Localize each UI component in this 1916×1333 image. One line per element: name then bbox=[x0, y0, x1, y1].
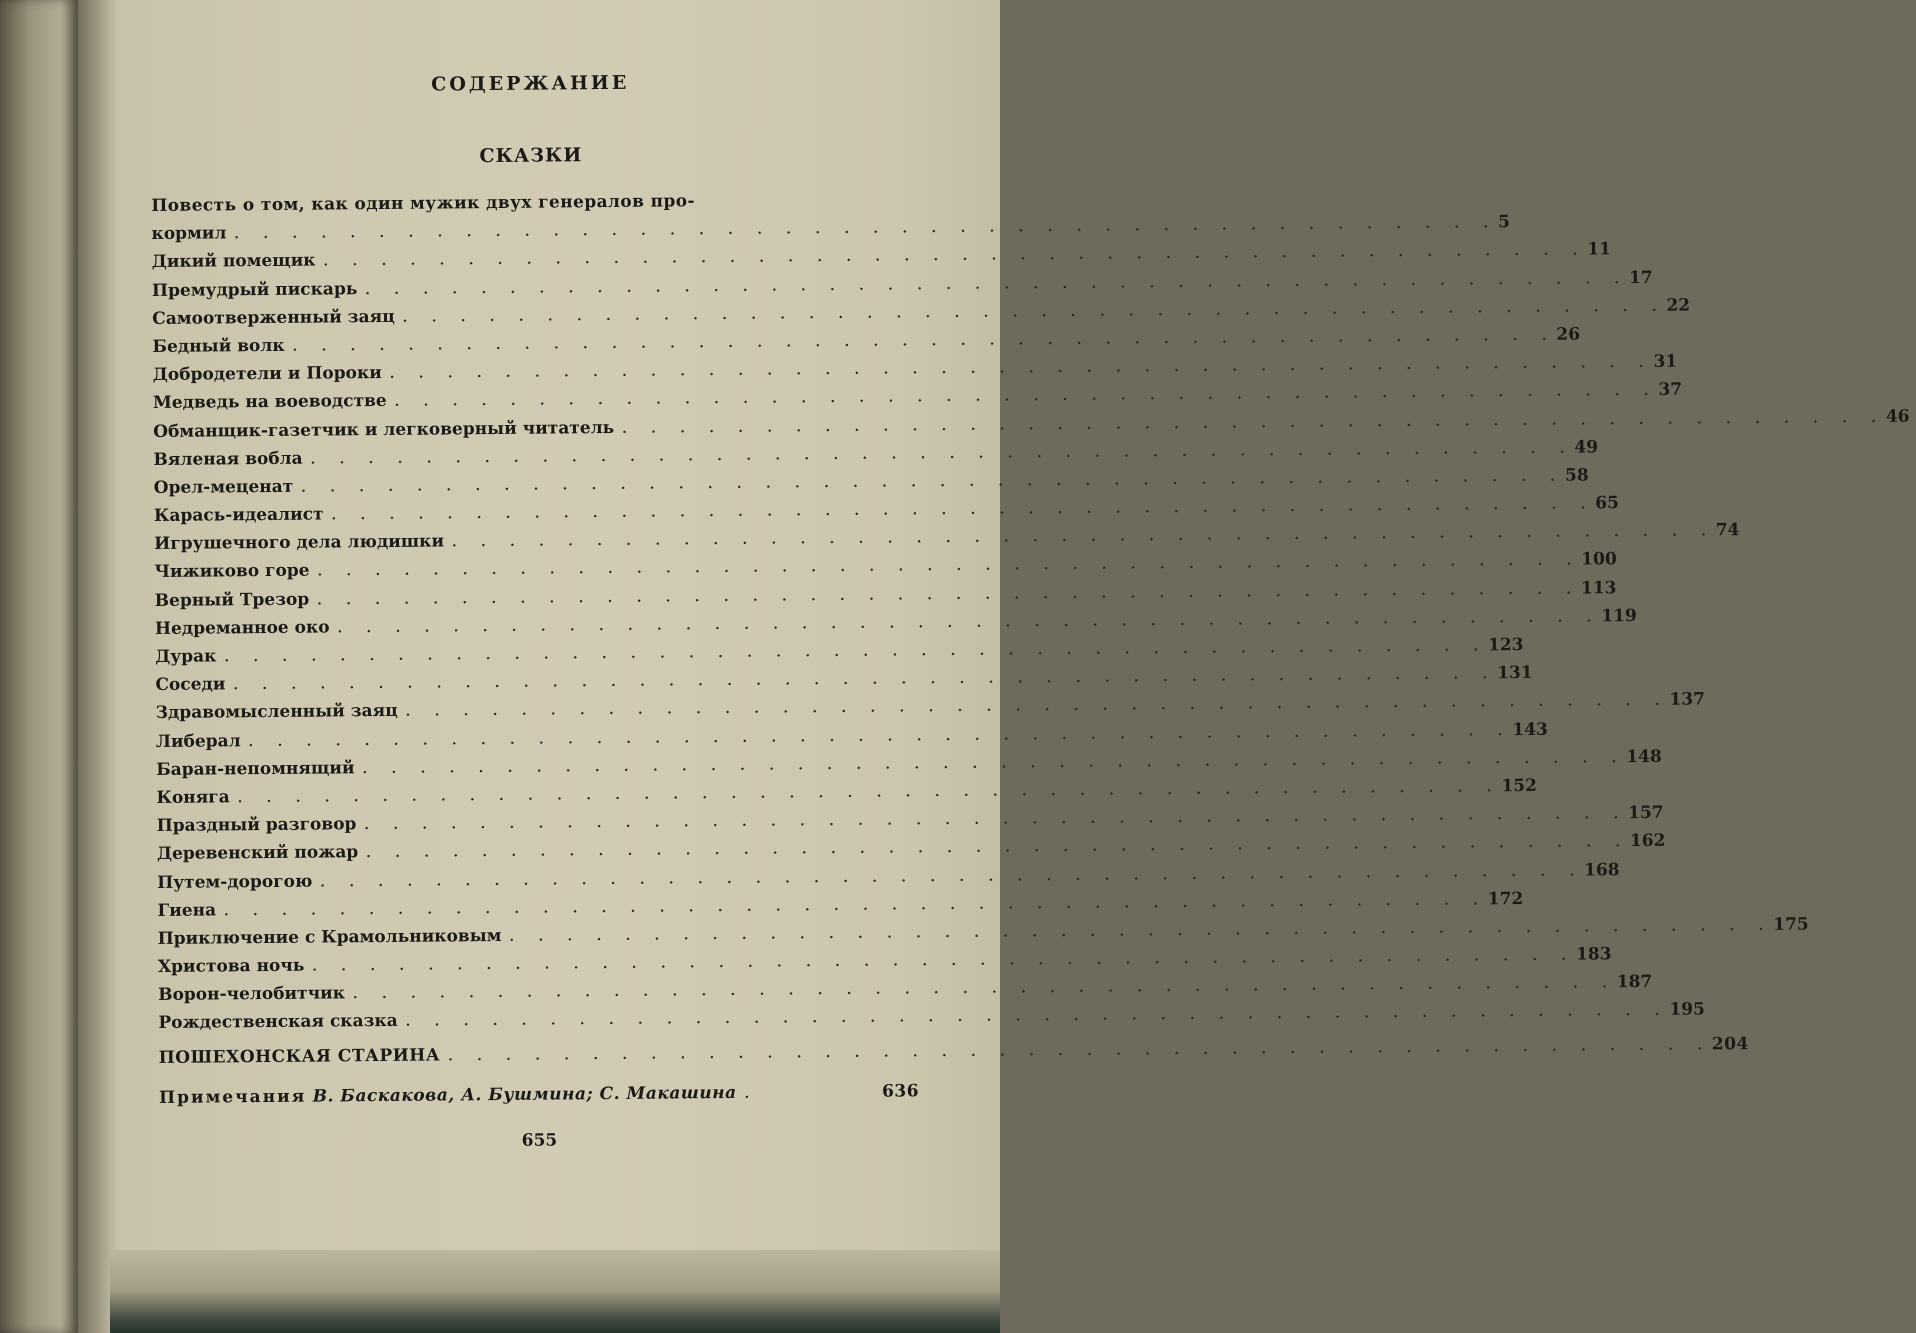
toc-entry-title: Карась-идеалист bbox=[153, 504, 324, 527]
toc-entry-title: Вяленая вобла bbox=[153, 448, 303, 470]
toc-entry-title: Медведь на воеводстве bbox=[152, 391, 387, 414]
toc-entry-first-line1: Повесть о том, как один мужик двух генералов про- bbox=[151, 191, 696, 216]
toc-entry-title: Деревенский пожар bbox=[156, 842, 359, 865]
notes-label: Примечания bbox=[158, 1086, 307, 1108]
toc-entry-title: Дикий помещик bbox=[151, 250, 316, 273]
leader-dots: . . . . . . . . . . . . . . . . . . . . . . . . . . . . . . . . . . . . . . . . . . . . bbox=[405, 1004, 1670, 1031]
toc-entry-title: Премудрый пискарь bbox=[151, 278, 358, 301]
leader-dots: . . . . . . . . . . . . . . . . . . . . . . . . . . . . . . . . . . . . . . . . . . . . bbox=[292, 328, 1557, 355]
toc-entry-major: ПОШЕХОНСКАЯ СТАРИНА . . . . . . . . . . . . . . . . . . . . . . . . . . . . . . . . . . . . . . . . . . . . 204 bbox=[159, 1037, 919, 1072]
toc-entry-title: Соседи bbox=[155, 674, 226, 696]
toc-entry bbox=[158, 999, 1705, 1038]
leader-dots: . . . . . . . . . . . . . . . . . . . . . . . . . . . . . . . . . . . . . . . . . . . . bbox=[337, 610, 1602, 637]
leader-dots: . . . . . . . . . . . . . . . . . . . . . . . . . . . . . . . . . . . . . . . . . . . . bbox=[448, 1038, 1712, 1065]
toc-entries bbox=[151, 239, 1910, 1038]
toc-page-number: 113 bbox=[1580, 577, 1617, 599]
toc-entry-title: Путем-дорогою bbox=[157, 871, 313, 893]
toc-page-number: 5 bbox=[1498, 212, 1511, 233]
toc-page-number: 148 bbox=[1626, 746, 1662, 767]
toc-entry-title: Чижиково горе bbox=[154, 561, 310, 583]
toc-entry-title: Дурак bbox=[155, 646, 217, 667]
leader-dots: . . . . . . . . . . . . . . . . . . . . . . . . . . . . . . . . . . . . . . . . . . . . bbox=[233, 667, 1498, 694]
toc-page-number: 49 bbox=[1574, 437, 1599, 458]
toc-page-number: 123 bbox=[1488, 635, 1524, 656]
leader-dots: . . . . . . . . . . . . . . . . . . . . . . . . . . . . . . . . . . . . . . . . . . . . bbox=[365, 271, 1630, 298]
toc-entry-first-line2: кормил . . . . . . . . . . . . . . . . . . . . . . . . . . . . . . . . . . . . . . . . . . . . 5 bbox=[151, 214, 911, 249]
toc-page-number: 195 bbox=[1669, 999, 1705, 1021]
toc-page-number: 74 bbox=[1715, 520, 1740, 541]
leader-dots: . . . . . . . . . . . . . . . . . . . . . . . . . . . . . . . . . . . . . . . . . . . . bbox=[402, 299, 1667, 326]
page-gutter-shadow bbox=[78, 0, 118, 1333]
leader-dots: . . . . . . . . . . . . . . . . . . . . . . . . . . . . . . . . . . . . . . . . . . . . bbox=[362, 750, 1627, 777]
leader-dots: . . . . . . . . . . . . . . . . . . . . . . . . . . . . . . . . . . . . . . . . . . . . bbox=[224, 639, 1489, 666]
leader-dots: . . . . . . . . . . . . . . . . . . . . . . . . . . . . . . . . . . . . . . . . . . . . bbox=[331, 497, 1596, 524]
toc-page-number: 22 bbox=[1666, 295, 1691, 316]
toc-entry-title: Здравомысленный заяц bbox=[155, 701, 398, 724]
toc-page-number: 131 bbox=[1497, 663, 1533, 684]
toc-page-number: 204 bbox=[1711, 1033, 1749, 1055]
toc-page-number: 137 bbox=[1669, 689, 1706, 711]
toc-entry-title: Приключение с Крамольниковым bbox=[157, 925, 502, 949]
left-page-edge bbox=[0, 0, 78, 1333]
notes-authors: В. Баскакова, А. Бушмина; С. Макашина bbox=[312, 1082, 737, 1107]
leader-dots: . . . . . . . . . . . . . . . . . . . . . . . . . . . . . . . . . . . . . . . . . . . . bbox=[301, 469, 1566, 496]
leader-dots: . . . . . . . . . . . . . . . . . . . . . . . . . . . . . . . . . . . . . . . . . . . . bbox=[223, 893, 1488, 920]
toc-page-number: 100 bbox=[1581, 549, 1617, 570]
toc-entry-title: Либерал bbox=[155, 730, 241, 752]
toc-page-number: 172 bbox=[1487, 888, 1524, 910]
toc-entry-title: Бедный волк bbox=[152, 335, 285, 357]
leader-dots: . . . . . . . . . . . . . . . . . . . . . . . . . . . . . . . . . . . . . . . . . . . . bbox=[317, 553, 1582, 580]
toc-entry-title: Добродетели и Пороки bbox=[152, 363, 382, 386]
leader-dots: . . . . . . . . . . . . . . . . . . . . . . . . . . . . . . . . . . . . . . . . . . . . bbox=[622, 410, 1886, 437]
book-bottom-edge bbox=[110, 1250, 1000, 1333]
toc-entry-title: Рождественская сказка bbox=[158, 1011, 398, 1034]
leader-dots: . . . . . . . . . . . . . . . . . . . . . . . . . . . . . . . . . . . . . . . . . . . . bbox=[352, 976, 1617, 1003]
leader-dots: . . . . . . . . . . . . . . . . . . . . . . . . . . . . . . . . . . . . . . . . . . . . bbox=[389, 356, 1654, 383]
leader-dots: . . . . . . . . . . . . . . . . . . . . . . . . . . . . . . . . . . . . . . . . . . . . bbox=[366, 835, 1631, 862]
leader-dots: . bbox=[744, 1086, 760, 1102]
toc-page-number: 175 bbox=[1773, 914, 1809, 935]
toc-entry-title: Гиена bbox=[157, 900, 217, 921]
toc-entry-title: Баран-непомнящий bbox=[156, 757, 355, 780]
toc-page-number: 26 bbox=[1556, 324, 1581, 345]
toc-entry-notes bbox=[159, 1077, 919, 1112]
leader-dots: . . . . . . . . . . . . . . . . . . . . . . . . . . . . . . . . . . . . . . . . . . . . bbox=[234, 216, 1499, 243]
toc-entry-title: Верный Трезор bbox=[154, 589, 310, 611]
leader-dots: . . . . . . . . . . . . . . . . . . . . . . . . . . . . . . . . . . . . . . . . . . . . bbox=[310, 441, 1575, 468]
leader-dots: . . . . . . . . . . . . . . . . . . . . . . . . . . . . . . . . . . . . . . . . . . . . bbox=[509, 918, 1774, 945]
toc-page-number: 65 bbox=[1595, 493, 1620, 514]
toc-page-number: 187 bbox=[1616, 972, 1653, 993]
contents-heading: СОДЕРЖАНИЕ bbox=[431, 71, 630, 96]
toc-page-number: 37 bbox=[1658, 379, 1683, 401]
leader-dots: . . . . . . . . . . . . . . . . . . . . . . . . . . . . . . . . . . . . . . . . . . . . bbox=[451, 524, 1716, 551]
toc-entry-title: Ворон-челобитчик bbox=[158, 983, 346, 1006]
leader-dots: . . . . . . . . . . . . . . . . . . . . . . . . . . . . . . . . . . . . . . . . . . . . bbox=[317, 582, 1582, 609]
toc-page-number: 119 bbox=[1601, 605, 1637, 627]
page-number: 655 bbox=[521, 1130, 558, 1151]
toc-entry-title: Христова ночь bbox=[157, 955, 305, 978]
leader-dots: . . . . . . . . . . . . . . . . . . . . . . . . . . . . . . . . . . . . . . . . . . . . bbox=[237, 780, 1502, 807]
toc-page bbox=[150, 53, 1910, 1154]
leader-dots: . . . . . . . . . . . . . . . . . . . . . . . . . . . . . . . . . . . . . . . . . . . . bbox=[312, 948, 1577, 975]
leader-dots: . . . . . . . . . . . . . . . . . . . . . . . . . . . . . . . . . . . . . . . . . . . . bbox=[248, 723, 1513, 750]
toc-page-number: 162 bbox=[1629, 831, 1666, 852]
toc-list bbox=[151, 185, 1910, 1112]
toc-entry-title: Обманщик-газетчик и легковерный читатель bbox=[153, 417, 615, 442]
leader-dots: . . . . . . . . . . . . . . . . . . . . . . . . . . . . . . . . . . . . . . . . . . . . bbox=[364, 807, 1629, 834]
toc-page-number: 46 bbox=[1885, 406, 1910, 427]
toc-page-number: 17 bbox=[1628, 267, 1653, 288]
toc-entry-title: Орел-меценат bbox=[153, 476, 294, 498]
toc-entry-title: Игрушечного дела людишки bbox=[154, 531, 445, 555]
toc-page-number: 143 bbox=[1512, 719, 1548, 740]
leader-dots: . . . . . . . . . . . . . . . . . . . . . . . . . . . . . . . . . . . . . . . . . . . . bbox=[320, 864, 1585, 891]
leader-dots: . . . . . . . . . . . . . . . . . . . . . . . . . . . . . . . . . . . . . . . . . . . . bbox=[323, 243, 1588, 270]
toc-entry-title: Недреманное око bbox=[154, 617, 330, 639]
toc-page-number: 636 bbox=[881, 1081, 920, 1102]
toc-page-number: 58 bbox=[1564, 465, 1589, 486]
toc-page-number: 152 bbox=[1501, 775, 1537, 797]
toc-entry-title: Самоотверженный заяц bbox=[152, 306, 395, 329]
toc-entry-title: Коняга bbox=[156, 787, 230, 808]
toc-entry-title: Праздный разговор bbox=[156, 814, 357, 837]
toc-page-number: 31 bbox=[1653, 351, 1678, 373]
leader-dots: . . . . . . . . . . . . . . . . . . . . . . . . . . . . . . . . . . . . . . . . . . . . bbox=[405, 694, 1670, 721]
toc-page-number: 157 bbox=[1628, 802, 1664, 824]
section-heading-fairy-tales: СКАЗКИ bbox=[479, 144, 583, 168]
toc-page-number: 168 bbox=[1584, 859, 1620, 881]
toc-page-number: 11 bbox=[1587, 239, 1612, 260]
leader-dots: . . . . . . . . . . . . . . . . . . . . . . . . . . . . . . . . . . . . . . . . . . . . bbox=[394, 384, 1659, 411]
toc-page-number: 183 bbox=[1575, 944, 1612, 965]
